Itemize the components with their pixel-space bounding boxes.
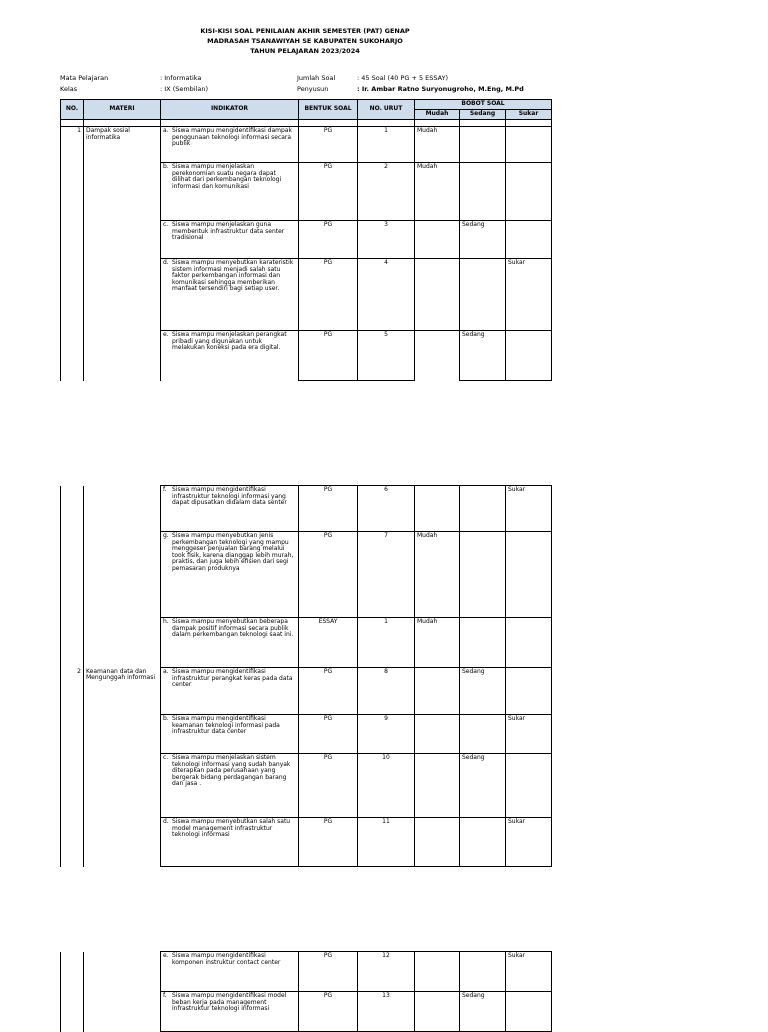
sedang-cell xyxy=(460,618,506,668)
indicator-letter: a. xyxy=(163,668,169,675)
indicator-letter: g. xyxy=(163,532,169,539)
bentuk-cell: PG xyxy=(299,992,358,1032)
doc-title-line2: MADRASAH TSANAWIYAH SE KABUPATEN SUKOHARJO xyxy=(207,37,403,45)
sukar-cell xyxy=(506,163,552,221)
indicator-letter: c. xyxy=(163,221,169,228)
indicator-text: Siswa mampu mengidentifikasi model beban kerja pada management infrastruktur teknologi informasi xyxy=(172,992,287,1013)
indicator-text: Siswa mampu menjelaskan perekonomian suatu negara dapat dilihat dari perkembangan teknologi informasi dan komunikasi xyxy=(172,163,282,190)
mudah-cell xyxy=(415,952,460,992)
bentuk-cell: PG xyxy=(299,259,358,331)
indicator-letter: e. xyxy=(163,331,169,338)
kelas-label: Kelas xyxy=(60,85,78,93)
mudah-cell: Mudah xyxy=(415,127,460,163)
col-bentuk: BENTUK SOAL xyxy=(299,100,358,120)
jumlah-value: : 45 Soal (40 PG + 5 ESSAY) xyxy=(357,74,449,82)
indicator-text: Siswa mampu mengidentifikasi keamanan teknologi informasi pada infrastruktur data center xyxy=(172,715,280,736)
sukar-cell xyxy=(506,754,552,818)
col-urut: NO. URUT xyxy=(358,100,415,120)
mudah-cell xyxy=(415,992,460,1032)
bentuk-cell: PG xyxy=(299,754,358,818)
sukar-cell: Sukar xyxy=(506,818,552,867)
sukar-cell xyxy=(506,532,552,618)
indicator-text: Siswa mampu menyebutkan salah satu model management infrastruktur teknologi informasi xyxy=(172,818,291,839)
sukar-cell xyxy=(506,127,552,163)
bentuk-cell: ESSAY xyxy=(299,618,358,668)
mudah-cell xyxy=(415,221,460,259)
sukar-cell xyxy=(506,992,552,1032)
table-row xyxy=(61,127,552,163)
bentuk-cell: PG xyxy=(299,668,358,715)
bentuk-cell: PG xyxy=(299,221,358,259)
table-row xyxy=(61,668,552,715)
indicator-letter: e. xyxy=(163,952,169,959)
sukar-cell: Sukar xyxy=(506,715,552,754)
sedang-cell xyxy=(460,259,506,331)
urut-cell: 6 xyxy=(358,486,415,532)
col-sedang: Sedang xyxy=(460,110,506,120)
indicator-text: Siswa mampu mengidentifikasi infrastruktur teknologi informasi yang dapat dipusatkan didalam data senter xyxy=(172,486,287,507)
indicator-letter: f. xyxy=(163,486,167,493)
jumlah-label: Jumlah Soal xyxy=(297,74,336,82)
row-materi: Dampak sosial informatika xyxy=(84,127,161,381)
urut-cell: 9 xyxy=(358,715,415,754)
bentuk-cell: PG xyxy=(299,163,358,221)
urut-cell: 5 xyxy=(358,331,415,381)
sedang-cell: Sedang xyxy=(460,992,506,1032)
sedang-cell: Sedang xyxy=(460,221,506,259)
mudah-cell xyxy=(415,715,460,754)
table-row xyxy=(61,486,552,532)
urut-cell: 3 xyxy=(358,221,415,259)
urut-cell: 13 xyxy=(358,992,415,1032)
doc-title-line3: TAHUN PELAJARAN 2023/2024 xyxy=(250,47,360,55)
bentuk-cell: PG xyxy=(299,127,358,163)
sedang-cell xyxy=(460,952,506,992)
mudah-cell xyxy=(415,754,460,818)
col-sukar: Sukar xyxy=(506,110,552,120)
bentuk-cell: PG xyxy=(299,715,358,754)
mudah-cell xyxy=(415,486,460,532)
sukar-cell: Sukar xyxy=(506,952,552,992)
indicator-letter: b. xyxy=(163,163,169,170)
table-row xyxy=(61,952,552,992)
mapel-label: Mata Pelajaran xyxy=(60,74,109,82)
indicator-letter: d. xyxy=(163,818,169,825)
mudah-cell: Mudah xyxy=(415,618,460,668)
mapel-value: : Informatika xyxy=(160,74,202,82)
urut-cell: 1 xyxy=(358,618,415,668)
urut-cell: 4 xyxy=(358,259,415,331)
sedang-cell xyxy=(460,127,506,163)
kisi-table-page1 xyxy=(60,99,552,381)
penyusun-label: Penyusun xyxy=(297,85,329,93)
indicator-text: Siswa mampu mengidentifikasi dampak penggunaan teknologi informasi secara publik xyxy=(172,127,292,148)
bentuk-cell: PG xyxy=(299,331,358,381)
col-mudah: Mudah xyxy=(415,110,460,120)
mudah-cell xyxy=(415,331,460,381)
sedang-cell: Sedang xyxy=(460,668,506,715)
urut-cell: 2 xyxy=(358,163,415,221)
bentuk-cell: PG xyxy=(299,952,358,992)
sedang-cell xyxy=(460,163,506,221)
kisi-table-page3 xyxy=(60,951,552,1032)
sukar-cell: Sukar xyxy=(506,486,552,532)
sedang-cell: Sedang xyxy=(460,754,506,818)
kelas-value: : IX (Sembilan) xyxy=(160,85,209,93)
kisi-table-page2 xyxy=(60,485,552,867)
mudah-cell xyxy=(415,259,460,331)
row-materi: Keamanan data dan Mengunggah informasi xyxy=(84,668,161,867)
indicator-text: Siswa mampu menyebutkan karateristik sistem informasi menjadi salah satu faktor perkembangan informasi dan komunikasi sehingga memberikan manfaat tersendiri bagi setiap user. xyxy=(172,259,294,293)
indicator-letter: d. xyxy=(163,259,169,266)
indicator-text: Siswa mampu menjelaskan guna membentuk infrastruktur data senter tradisional xyxy=(172,221,285,242)
sukar-cell xyxy=(506,668,552,715)
indicator-letter: b. xyxy=(163,715,169,722)
col-indikator: INDIKATOR xyxy=(161,100,299,120)
indicator-text: Siswa mampu menyebutkan jenis perkembangan teknologi yang mampu menggeser penjualan barang melalui took fisik, karena dianggap lebih murah, praktis, dan juga lebih efisien dari segi pemasaran produknya xyxy=(172,532,294,572)
indicator-letter: h. xyxy=(163,618,169,625)
urut-cell: 1 xyxy=(358,127,415,163)
penyusun-value: : Ir. Ambar Ratno Suryonugroho, M.Eng, M.Pd xyxy=(357,85,524,93)
urut-cell: 12 xyxy=(358,952,415,992)
sukar-cell xyxy=(506,618,552,668)
row-no: 2 xyxy=(61,668,84,867)
indicator-text: Siswa mampu menyebutkan beberapa dampak positif informasi secara publik dalam perkembangan teknologi saat ini. xyxy=(172,618,294,639)
urut-cell: 11 xyxy=(358,818,415,867)
col-no: NO. xyxy=(61,100,84,120)
col-materi: MATERI xyxy=(84,100,161,120)
sedang-cell xyxy=(460,818,506,867)
bentuk-cell: PG xyxy=(299,532,358,618)
mudah-cell xyxy=(415,818,460,867)
indicator-text: Siswa mampu mengidentifikasi infrastruktur perangkat keras pada data center xyxy=(172,668,293,689)
sedang-cell xyxy=(460,715,506,754)
sukar-cell xyxy=(506,331,552,381)
sedang-cell xyxy=(460,532,506,618)
mudah-cell xyxy=(415,668,460,715)
sukar-cell: Sukar xyxy=(506,259,552,331)
urut-cell: 10 xyxy=(358,754,415,818)
indicator-letter: c. xyxy=(163,754,169,761)
col-bobot: BOBOT SOAL xyxy=(415,100,552,110)
mudah-cell: Mudah xyxy=(415,532,460,618)
indicator-letter: f. xyxy=(163,992,167,999)
indicator-letter: a. xyxy=(163,127,169,134)
bentuk-cell: PG xyxy=(299,486,358,532)
mudah-cell: Mudah xyxy=(415,163,460,221)
sedang-cell xyxy=(460,486,506,532)
indicator-text: Siswa mampu menjelaskan perangkat pribadi yang digunakan untuk melakukan koneksi pada era digital. xyxy=(172,331,287,352)
indicator-text: Siswa mampu menjelaskan sistem teknologi informasi yang sudah banyak diterapkan pada perusahaan yang bergerak bidang perdagangan barang dan jasa . xyxy=(172,754,291,788)
indicator-text: Siswa mampu mengidentifikasi komponen instruktur contact center xyxy=(172,952,281,966)
row-no: 1 xyxy=(61,127,84,381)
sukar-cell xyxy=(506,221,552,259)
sedang-cell: Sedang xyxy=(460,331,506,381)
urut-cell: 8 xyxy=(358,668,415,715)
doc-title-line1: KISI-KISI SOAL PENILAIAN AKHIR SEMESTER (PAT) GENAP xyxy=(200,27,410,35)
bentuk-cell: PG xyxy=(299,818,358,867)
urut-cell: 7 xyxy=(358,532,415,618)
